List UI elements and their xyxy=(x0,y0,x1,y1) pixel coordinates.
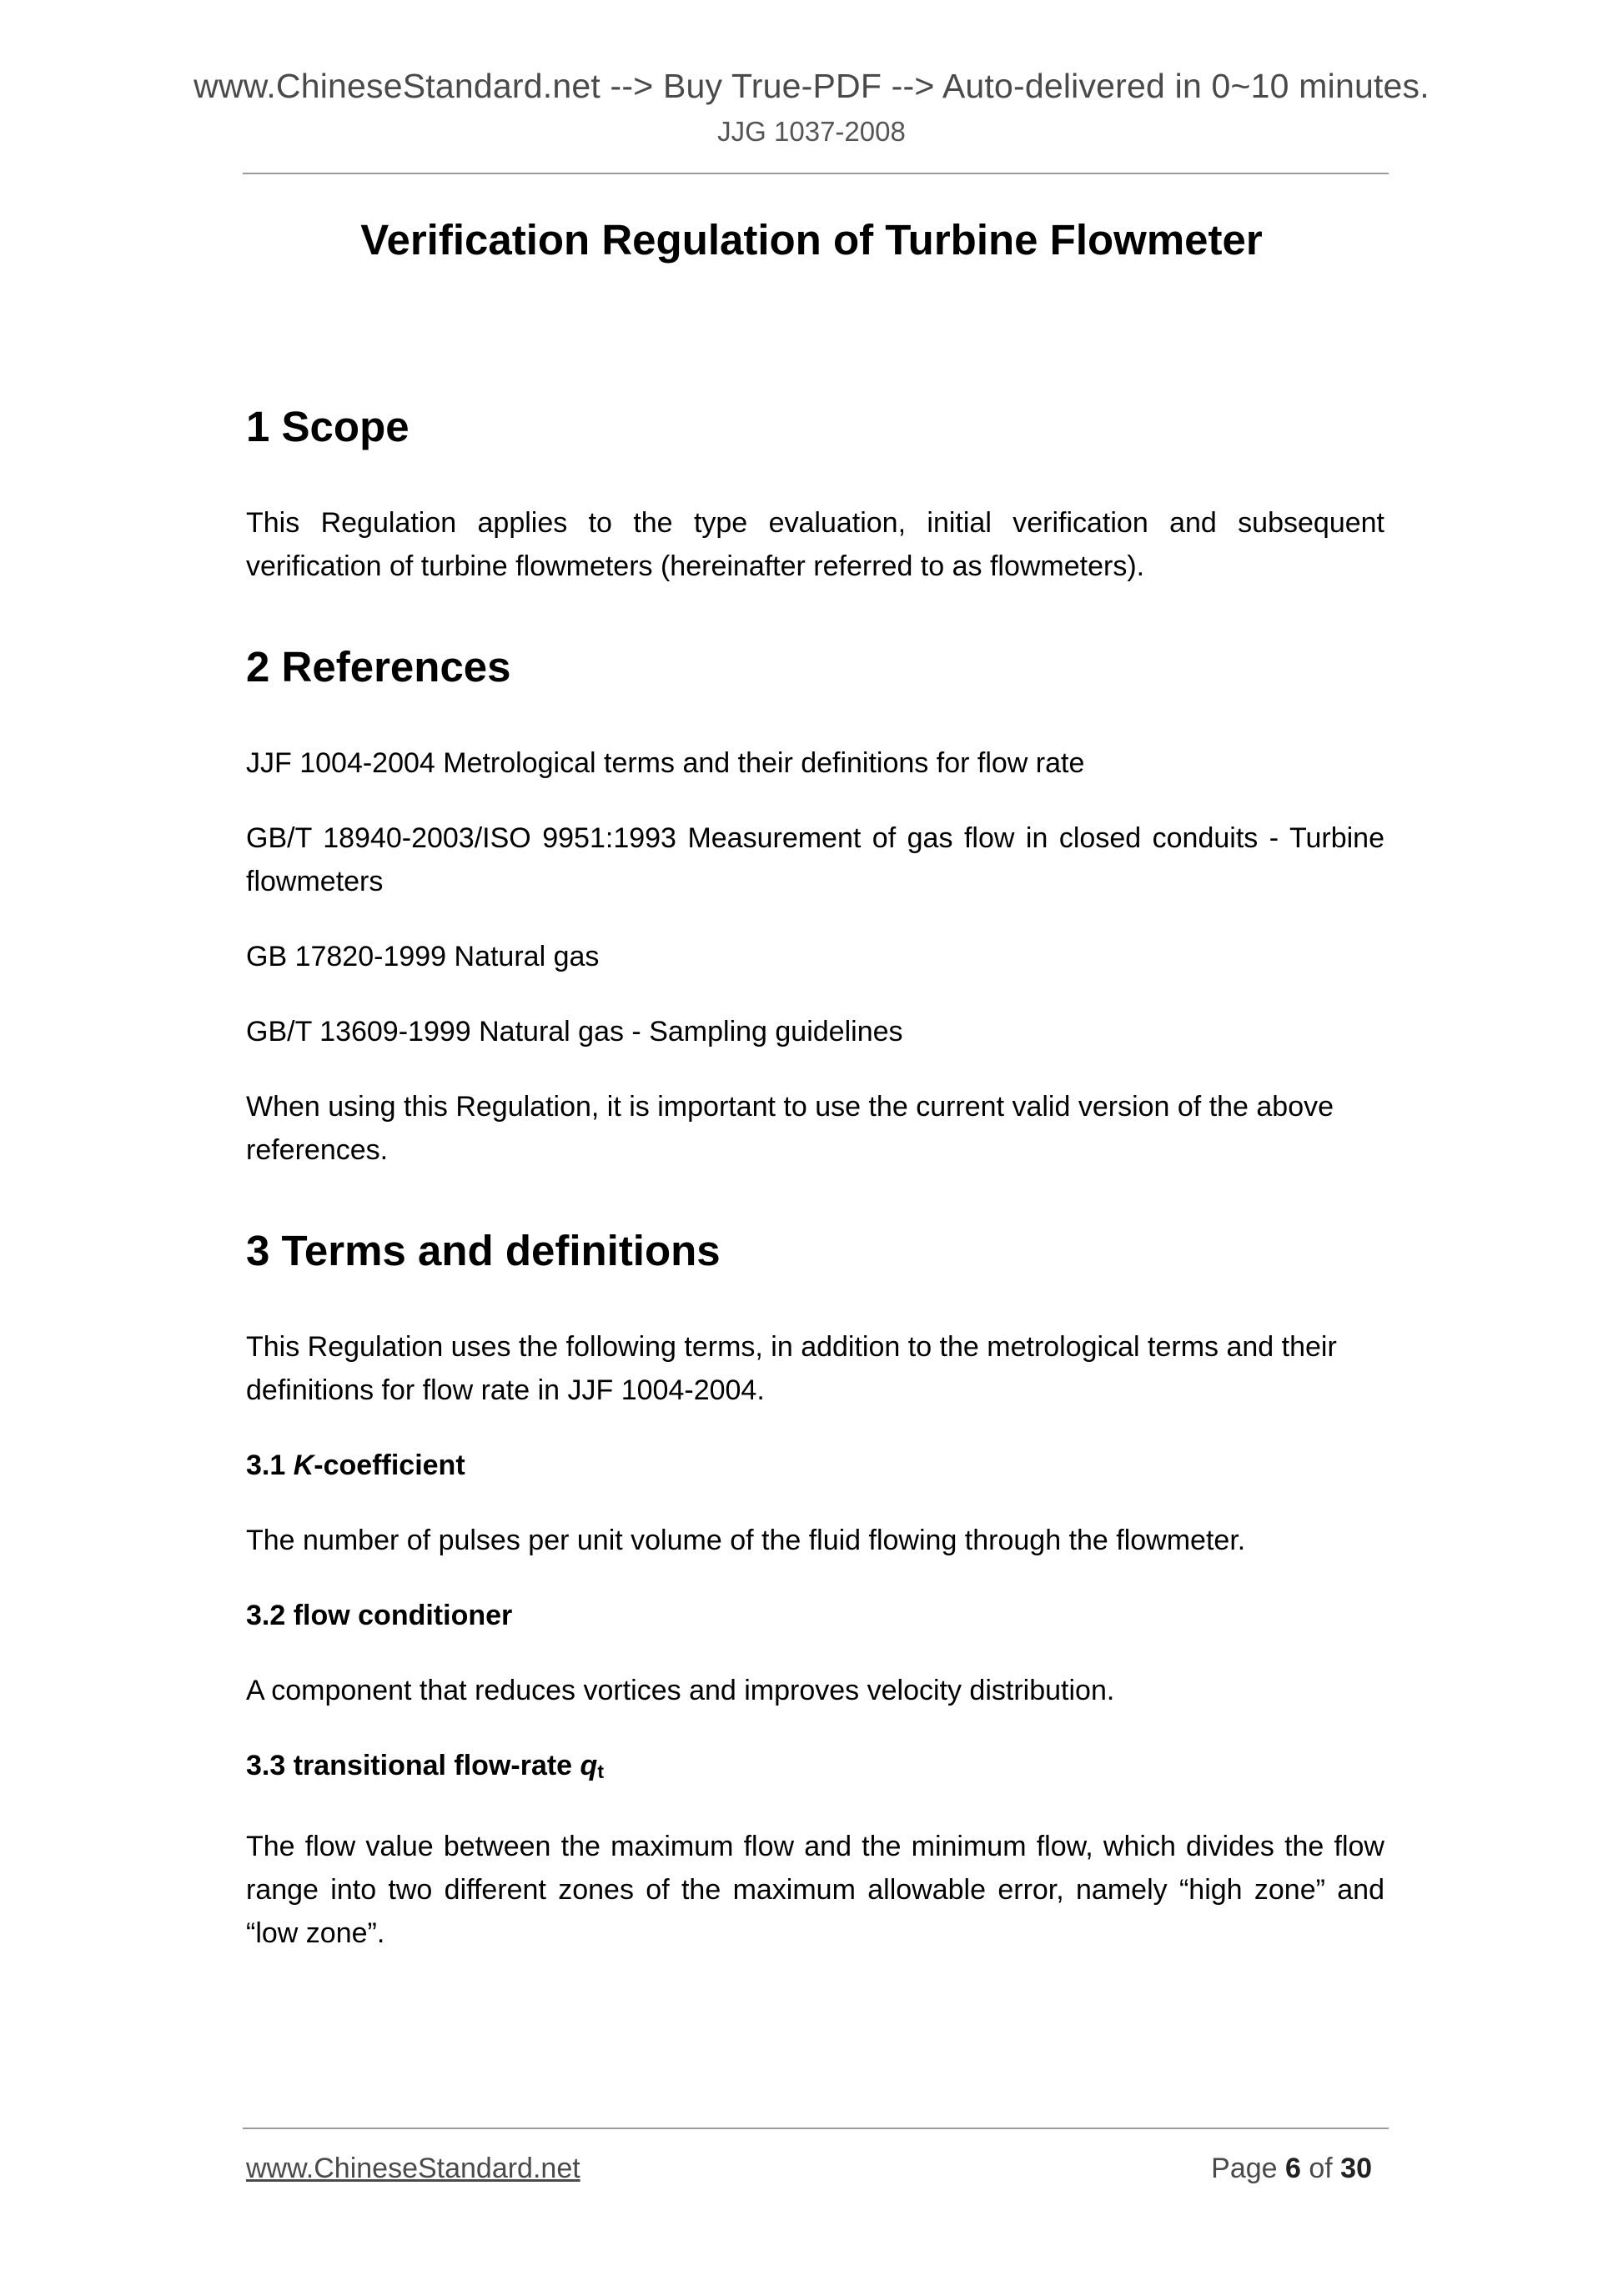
scope-text: This Regulation applies to the type evaluation, initial verification and subsequent verification of turbine flowmeters (hereinafter referred to as flowmeters). xyxy=(246,507,1384,582)
page-current: 6 xyxy=(1285,2153,1301,2184)
reference-item: GB 17820-1999 Natural gas xyxy=(246,941,600,972)
footer-divider xyxy=(243,2128,1389,2129)
term-symbol: K xyxy=(293,1449,314,1481)
section-heading-scope: 1 Scope xyxy=(246,403,410,450)
terms-intro: This Regulation uses the following terms, in addition to the metrological terms and their definitions for flow rate in JJF 1004-2004. xyxy=(246,1331,1337,1406)
reference-item: GB/T 18940-2003/ISO 9951:1993 Measurement of gas flow in closed conduits - Turbine flowmeters xyxy=(246,822,1384,897)
document-body xyxy=(246,400,1384,1955)
page-number xyxy=(1211,2147,1372,2190)
standard-code: JJG 1037-2008 xyxy=(717,116,906,147)
reference-item: GB/T 13609-1999 Natural gas - Sampling guidelines xyxy=(246,1016,903,1048)
reference-item: JJF 1004-2004 Metrological terms and their definitions for flow rate xyxy=(246,747,1085,779)
section-heading-references: 2 References xyxy=(246,643,511,691)
header-banner: www.ChineseStandard.net --> Buy True-PDF --> Auto-delivered in 0~10 minutes. xyxy=(193,67,1430,105)
term-number: 3.1 xyxy=(246,1449,294,1481)
header-divider xyxy=(243,173,1389,174)
page-header xyxy=(0,65,1623,150)
term-heading-transitional-flow-rate xyxy=(246,1744,1384,1793)
term-subscript: t xyxy=(597,1761,604,1782)
section-heading-terms: 3 Terms and definitions xyxy=(246,1227,721,1274)
term-name: 3.3 transitional flow-rate xyxy=(246,1750,580,1781)
term-heading-k-coefficient xyxy=(246,1444,1384,1487)
page-word: Page xyxy=(1211,2153,1285,2184)
term-definition: The number of pulses per unit volume of the fluid flowing through the flowmeter. xyxy=(246,1525,1246,1556)
term-symbol: q xyxy=(580,1750,598,1781)
term-heading-flow-conditioner: 3.2 flow conditioner xyxy=(246,1600,513,1631)
term-definition: The flow value between the maximum flow and the minimum flow, which divides the flow range into two different zones of the maximum allowable error, namely “high zone” and “low zone”. xyxy=(246,1831,1384,1949)
term-name: -coefficient xyxy=(314,1449,465,1481)
footer-site-link[interactable]: www.ChineseStandard.net xyxy=(246,2153,580,2184)
references-note: When using this Regulation, it is important to use the current valid version of the above references. xyxy=(246,1091,1334,1166)
page-of-word: of xyxy=(1300,2153,1341,2184)
term-definition: A component that reduces vortices and improves velocity distribution. xyxy=(246,1675,1115,1706)
document-title: Verification Regulation of Turbine Flowmeter xyxy=(360,216,1263,264)
page-total: 30 xyxy=(1340,2153,1372,2184)
